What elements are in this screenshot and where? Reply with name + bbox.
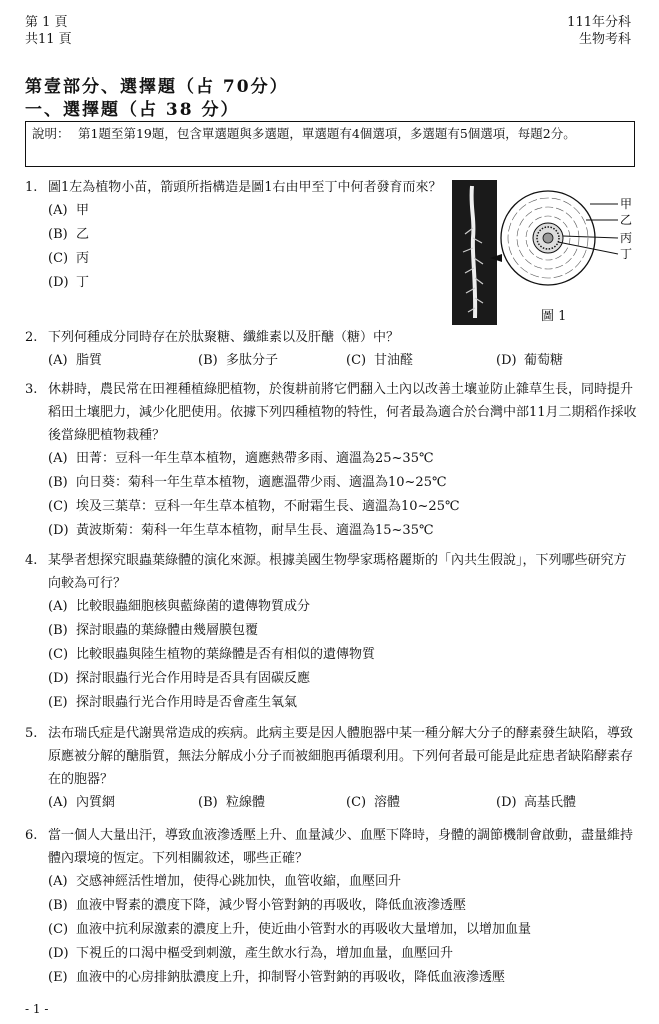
question-stem: 某學者想探究眼蟲葉綠體的演化來源。根據美國生物學家瑪格麗斯的「內共生假說」，下列哪些研究方向較為可行？ xyxy=(48,553,627,591)
option-b[interactable]: (B) 探討眼蟲的葉綠體由幾層膜包覆 xyxy=(48,623,259,638)
option-d[interactable]: (D) 丁 xyxy=(48,275,90,290)
page-total: 共11 頁 xyxy=(25,32,72,47)
option-c[interactable]: (C) 血液中抗利尿激素的濃度上升，使近曲小管對水的再吸收大量增加，以增加血量 xyxy=(48,922,532,937)
question-number: 4. xyxy=(25,553,38,568)
option-b[interactable]: (B) 粒線體 xyxy=(198,795,266,810)
question-number: 3. xyxy=(25,382,38,397)
header-left xyxy=(25,14,72,48)
subject-name: 生物考科 xyxy=(578,32,631,47)
instructions-box xyxy=(25,121,635,167)
option-d[interactable]: (D) 下視丘的口渴中樞受到刺激，產生飲水行為，增加血量，血壓回升 xyxy=(48,946,454,961)
question-2 xyxy=(25,326,637,373)
option-e[interactable]: (E) 血液中的心房排鈉肽濃度上升，抑制腎小管對鈉的再吸收，降低血液滲透壓 xyxy=(48,970,506,985)
figure-caption: 圖 1 xyxy=(541,309,567,324)
option-c[interactable]: (C) 比較眼蟲與陸生植物的葉綠體是否有相似的遺傳物質 xyxy=(48,647,376,662)
option-c[interactable]: (C) 丙 xyxy=(48,251,90,266)
header-right xyxy=(567,14,631,48)
question-stem: 圖1左為植物小苗，箭頭所指構造是圖1右由甲至丁中何者發育而來？ xyxy=(48,180,442,195)
part-title: 第壹部分、選擇題（占 70分） xyxy=(25,77,289,97)
option-b[interactable]: (B) 血液中腎素的濃度下降，減少腎小管對鈉的再吸收，降低血液滲透壓 xyxy=(48,898,467,913)
option-a[interactable]: (A) 脂質 xyxy=(48,353,103,368)
label-ding: 丁 xyxy=(620,247,633,261)
question-stem: 法布瑞氏症是代謝異常造成的疾病。此病主要是因人體胞器中某一種分解大分子的酵素發生缺陷，導致原應被分解的醣脂質，無法分解成小分子而被細胞再循環利用。下列何者最可能是此症患者缺陷酵素存在的胞器？ xyxy=(48,726,634,787)
option-d[interactable]: (D) 葡萄糖 xyxy=(496,353,564,368)
instructions-label: 說明： xyxy=(32,126,70,141)
option-d[interactable]: (D) 探討眼蟲行光合作用時是否具有固碳反應 xyxy=(48,671,311,686)
question-5 xyxy=(25,722,637,815)
label-jia: 甲 xyxy=(620,197,633,211)
option-a[interactable]: (A) 田菁：豆科一年生草本植物，適應熱帶多雨、適溫為25~35℃ xyxy=(48,451,434,466)
page-number: 第 1 頁 xyxy=(25,15,68,30)
option-c[interactable]: (C) 溶體 xyxy=(346,795,401,810)
instructions-text: 第1題至第19題，包含單選題與多選題，單選題有4個選項，多選題有5個選項，每題2分。 xyxy=(78,126,576,141)
option-d[interactable]: (D) 黃波斯菊：菊科一年生草本植物，耐旱生長、適溫為15~35℃ xyxy=(48,523,434,538)
question-stem: 下列何種成分同時存在於肽聚糖、纖維素以及肝醣（糖）中？ xyxy=(48,330,400,345)
option-b[interactable]: (B) 多肽分子 xyxy=(198,353,279,368)
option-c[interactable]: (C) 埃及三葉草：豆科一年生草本植物，不耐霜生長、適溫為10~25℃ xyxy=(48,499,460,514)
question-stem: 休耕時，農民常在田裡種植綠肥植物，於復耕前將它們翻入土內以改善土壤並防止雜草生長，同時提升稻田土壤肥力，減少化肥使用。依據下列四種植物的特性，何者最為適合於台灣中部11月二期稻作採收後當綠肥植物栽種？ xyxy=(48,382,637,443)
question-6 xyxy=(25,824,637,990)
question-number: 2. xyxy=(25,330,38,345)
option-a[interactable]: (A) 交感神經活性增加，使得心跳加快，血管收縮，血壓回升 xyxy=(48,874,402,889)
section-title: 一、選擇題（占 38 分） xyxy=(25,100,240,120)
root-cross-section xyxy=(501,191,595,285)
question-3 xyxy=(25,378,637,543)
option-b[interactable]: (B) 乙 xyxy=(48,227,90,242)
option-c[interactable]: (C) 甘油醛 xyxy=(346,353,414,368)
option-row xyxy=(48,791,637,815)
question-4 xyxy=(25,549,637,715)
page-footer: - 1 - xyxy=(25,1002,49,1016)
question-number: 1. xyxy=(25,180,38,195)
option-d[interactable]: (D) 高基氏體 xyxy=(496,795,577,810)
option-a[interactable]: (A) 內質網 xyxy=(48,795,116,810)
label-bing: 丙 xyxy=(620,231,633,245)
option-row xyxy=(48,349,637,373)
question-1 xyxy=(25,176,445,295)
label-yi: 乙 xyxy=(620,213,633,227)
option-a[interactable]: (A) 比較眼蟲細胞核與藍綠菌的遺傳物質成分 xyxy=(48,599,311,614)
question-number: 5. xyxy=(25,726,38,741)
question-number: 6. xyxy=(25,828,38,843)
option-a[interactable]: (A) 甲 xyxy=(48,203,90,218)
question-stem: 當一個人大量出汗，導致血液滲透壓上升、血量減少、血壓下降時，身體的調節機制會啟動，盡量維持體內環境的恆定。下列相關敘述，哪些正確？ xyxy=(48,828,634,866)
option-e[interactable]: (E) 探討眼蟲行光合作用時是否會產生氧氣 xyxy=(48,695,298,710)
exam-name: 111年分科 xyxy=(567,15,631,30)
option-b[interactable]: (B) 向日葵：菊科一年生草本植物，適應溫帶少雨、適溫為10~25℃ xyxy=(48,475,447,490)
